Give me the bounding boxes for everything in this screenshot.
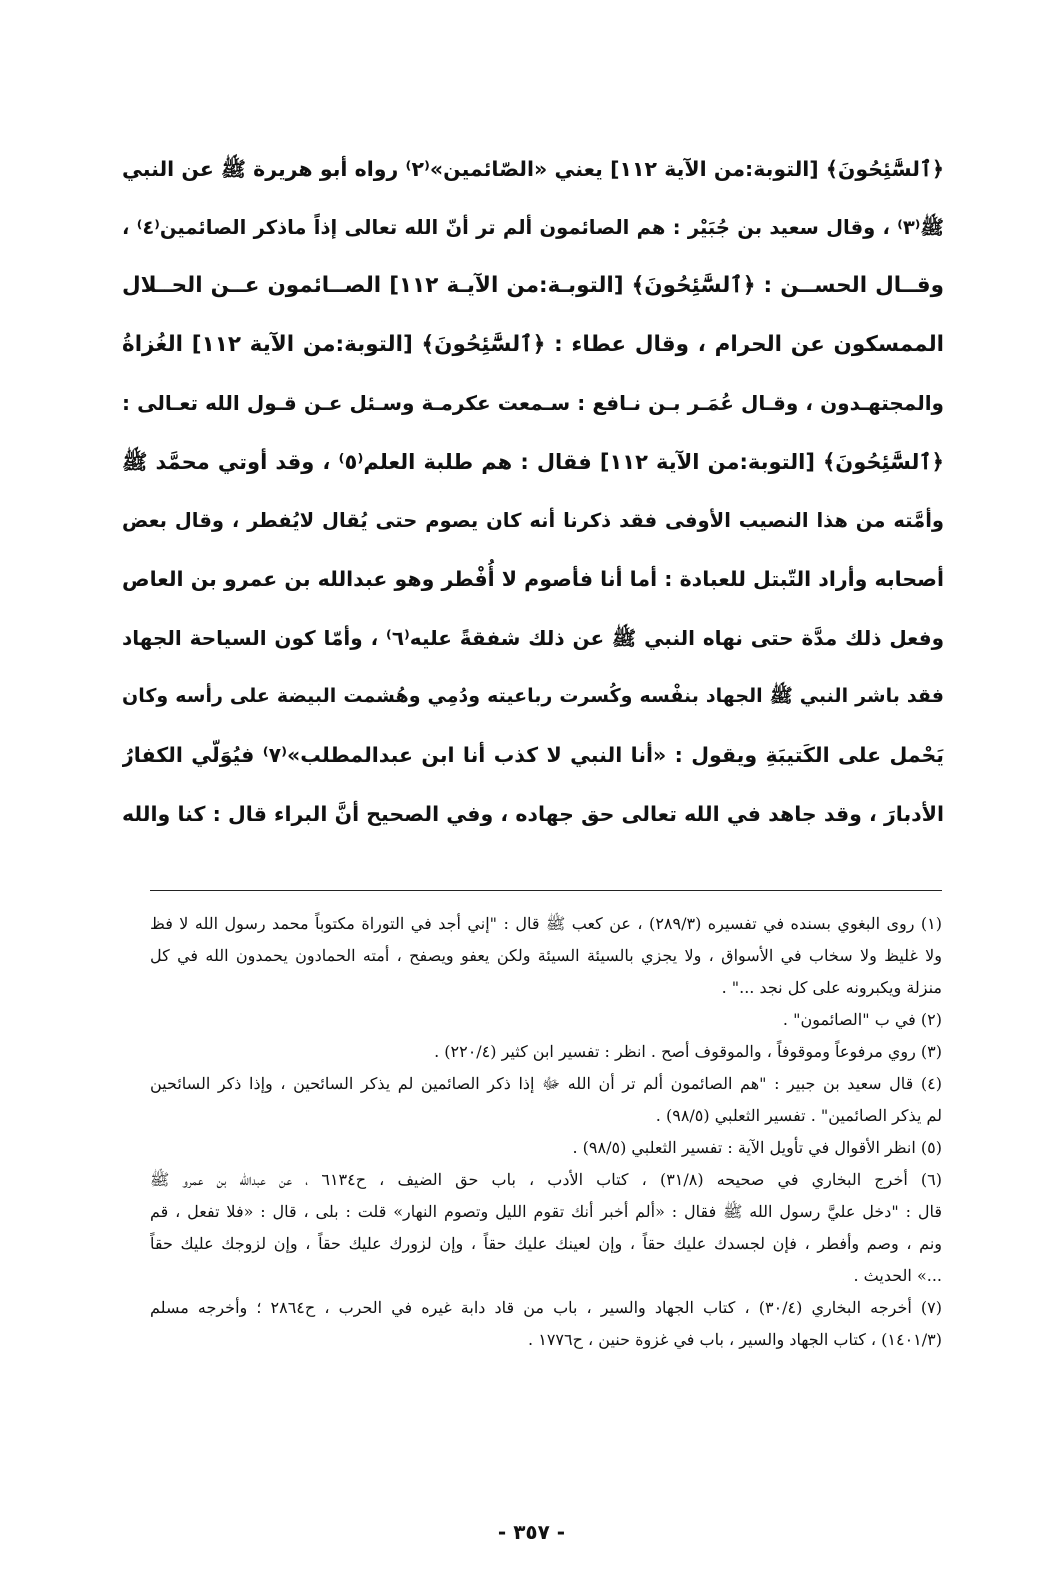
footnote-line: (١) روى البغوي بسنده في تفسيره (٢٨٩/٣) ، عن كعب ﷺ قال : "إني أجد في التوراة مكتوباً محمد رسول الله لا فظ xyxy=(150,914,942,933)
main-text-line: والمجتهـدون ، وقـال عُمَـر بـن نـافع : سـمعت عكرمـة وسـئل عـن قـول الله تعـالى : xyxy=(122,391,944,416)
main-text-line: وفعل ذلك مدَّة حتى نهاه النبي ﷺ عن ذلك شفقةً عليه⁽٦⁾ ، وأمّا كون السياحة الجهاد xyxy=(122,625,944,650)
main-text-line: الممسكون عن الحرام ، وقال عطاء : ﴿ٱلسَّٰٓئِحُونَ﴾ [التوبة:من الآية ١١٢] الغُزاةُ xyxy=(122,331,944,357)
footnote-line: ...» الحديث . xyxy=(853,1266,942,1285)
main-text-line: ﴿ٱلسَّٰٓئِحُونَ﴾ [التوبة:من الآية ١١٢] يعني «الصّائمين»⁽٢⁾ رواه أبو هريرة ﷺ عن النبي xyxy=(122,157,944,181)
footnote-line: قال : "دخل عليَّ رسول الله ﷺ فقال : «ألم أخبر أنك تقوم الليل وتصوم النهار» قلت : بلى ، قال : «فلا تفعل ، قم xyxy=(150,1202,942,1221)
footnote-line: (٧) أخرجه البخاري (٣٠/٤) ، كتاب الجهاد والسير ، باب من قاد دابة غيره في الحرب ، ح٢٨٦٤ ؛ وأخرجه مسلم xyxy=(150,1298,942,1317)
footnote-line: (٤) قال سعيد بن جبير : "هم الصائمون ألم تر أن الله ﷻ إذا ذكر الصائمين لم يذكر السائحين ، وإذا ذكر السائحين xyxy=(150,1074,942,1093)
main-text-line: وأمَّته من هذا النصيب الأوفى فقد ذكرنا أنه كان يصوم حتى يُقال لايُفطر ، وقال بعض xyxy=(122,508,944,532)
main-text-line: الأدبارَ ، وقد جاهد في الله تعالى حق جهاده ، وفي الصحيح أنَّ البراء قال : كنا والله xyxy=(122,801,944,826)
footnote-line: (٦) أخرج البخاري في صحيحه (٣١/٨) ، كتاب الأدب ، باب حق الضيف ، ح٦١٣٤ ، عن عبدالله بن عمرو ﷺ xyxy=(150,1170,942,1189)
main-text-line: ﴿ٱلسَّٰٓئِحُونَ﴾ [التوبة:من الآية ١١٢] فقال : هم طلبة العلم⁽٥⁾ ، وقد أوتي محمَّد ﷺ xyxy=(122,449,944,474)
footnote-line: ونم ، وصم وأفطر ، فإن لجسدك عليك حقاً ، وإن لعينك عليك حقاً ، وإن لزورك عليك حقاً ، وإن لزوجك عليك حقاً xyxy=(150,1234,942,1253)
footnote-line: (١٤٠١/٣) ، كتاب الجهاد والسير ، باب في غزوة حنين ، ح١٧٧٦ . xyxy=(528,1330,942,1349)
footnote-line: ولا غليظ ولا سخاب في الأسواق ، ولا يجزي بالسيئة السيئة ولكن يعفو ويصفح ، أمته الحمادون يحمدون الله في كل xyxy=(150,946,942,965)
footnote-line: (٢) في ب "الصائمون" . xyxy=(782,1010,942,1029)
footnote-divider xyxy=(150,890,942,891)
footnotes-section xyxy=(150,908,942,1356)
footnote-line: منزلة ويكبرونه على كل نجد ..." . xyxy=(721,978,942,997)
main-text-body xyxy=(122,140,944,843)
main-text-line: وقــال الحســن : ﴿ٱلسَّٰٓئِحُونَ﴾ [التوبـة:من الآيـة ١١٢] الصــائمون عــن الحــلال xyxy=(122,273,944,299)
main-text-line: أصحابه وأراد التّبتل للعبادة : أما أنا فأصوم لا أُفْطر وهو عبدالله بن عمرو بن العاص xyxy=(122,567,944,592)
main-text-line: ﷺ⁽٣⁾ ، وقال سعيد بن جُبَيْر : هم الصائمون ألم تر أنّ الله تعالى إذاً ماذكر الصائمين⁽٤⁾ ، xyxy=(122,215,944,239)
main-text-line: فقد باشر النبي ﷺ الجهاد بنفْسه وكُسرت رباعيته ودُمِي وهُشمت البيضة على رأسه وكان xyxy=(122,685,944,708)
footnote-line: (٣) روي مرفوعاً وموقوفاً ، والموقوف أصح . انظر : تفسير ابن كثير (٢٢٠/٤) . xyxy=(434,1042,942,1061)
main-text-line: يَحْمل على الكَتيبَةِ ويقول : «أنا النبي لا كذب أنا ابن عبدالمطلب»⁽٧⁾ فيُوَلّي الكفارُ xyxy=(122,742,944,767)
footnote-line: (٥) انظر الأقوال في تأويل الآية : تفسير الثعلبي (٩٨/٥) . xyxy=(572,1138,942,1157)
page-number: - ٣٥٧ - xyxy=(497,1520,566,1544)
footnote-line: لم يذكر الصائمين" . تفسير الثعلبي (٩٨/٥) . xyxy=(655,1106,942,1125)
